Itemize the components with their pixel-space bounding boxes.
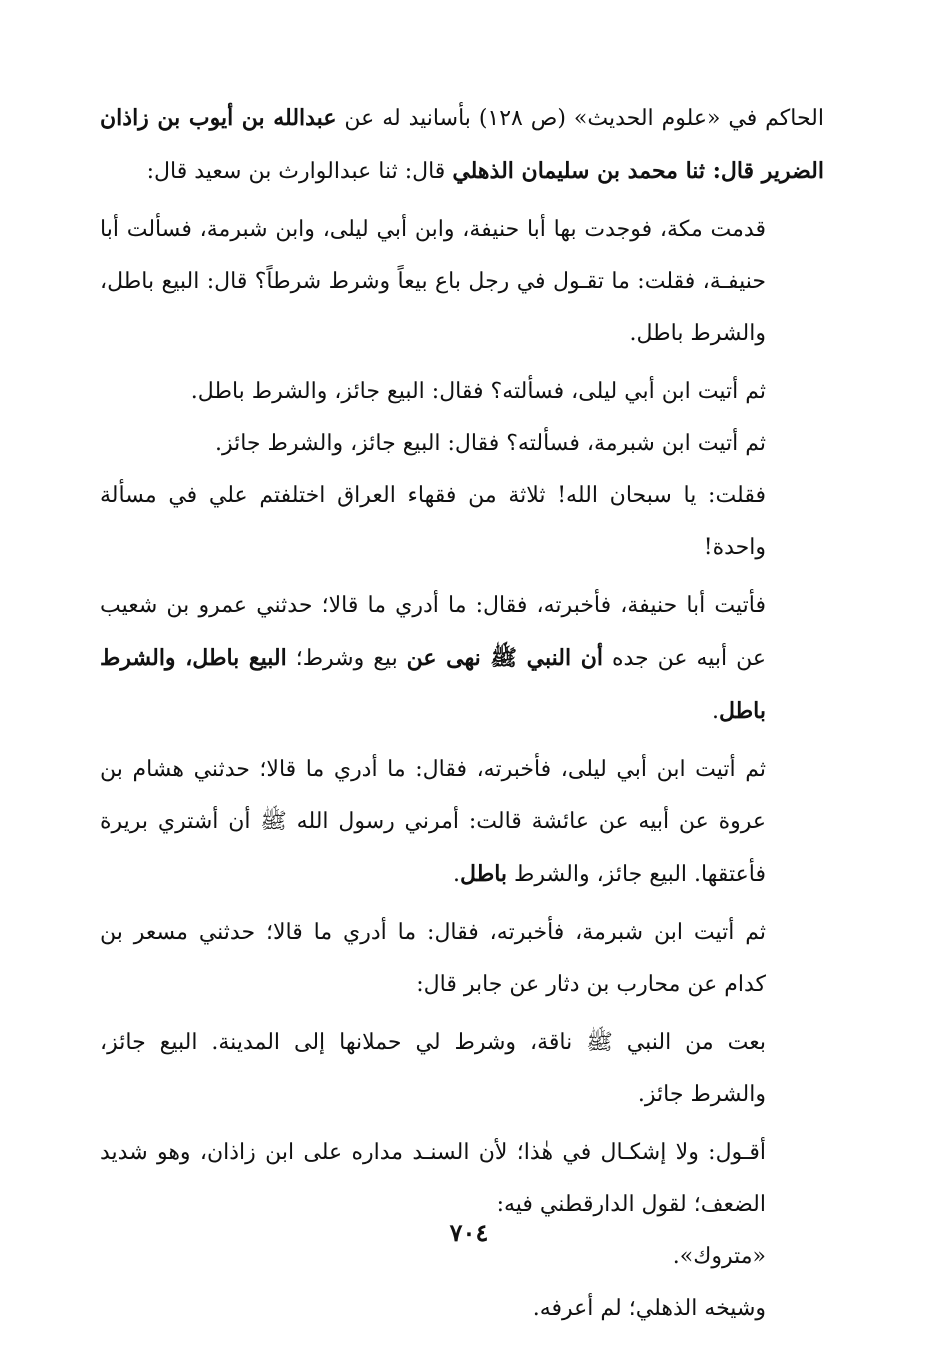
paragraph-ibn-abi-layla-hadith: ثم أتيت ابن أبي ليلى، فأخبرته، فقال: ما أدري ما قالا؛ حدثني هشام بن عروة عن أبيه عن عائشة قالت: أمرني رسول الله ﷺ أن أشتري بريرة فأعتقها. البيع جائز، والشرط باطل.	[100, 757, 766, 887]
source-chain-bold: عبدالله بن أيوب بن زاذان الضرير قال: ثنا محمد بن سليمان الذهلي	[100, 105, 824, 184]
paragraph-narration: قدمت مكة، فوجدت بها أبا حنيفة، وابن أبي ليلى، وابن شبرمة، فسألت أبا حنيفـة، فقلت: ما تقـول في رجل باع بيعاً وشرط شرطاً؟ قال: البيع باطل، والشرط باطل.	[100, 217, 766, 346]
paragraph-jabir-hadith: بعت من النبي ﷺ ناقة، وشرط لي حملانها إلى المدينة. البيع جائز، والشرط جائز.	[100, 1030, 766, 1107]
paragraph-exclamation: فقلت: يا سبحان الله! ثلاثة من فقهاء العراق اختلفتم علي في مسألة واحدة!	[100, 483, 766, 560]
body-text	[100, 92, 824, 1335]
source-text-end: قال: ثنا عبدالوارث بن سعيد قال:	[146, 159, 453, 184]
paragraph-matruk: «متروك».	[672, 1244, 766, 1269]
source-text: الحاكم في «علوم الحديث» (ص ١٢٨) بأسانيد له عن	[336, 106, 824, 131]
page-number: ٧٠٤	[449, 1218, 489, 1247]
paragraph-abu-hanifa-hadith: فأتيت أبا حنيفة، فأخبرته، فقال: ما أدري ما قالا؛ حدثني عمرو بن شعيب عن أبيه عن جده أن النبي ﷺ نهى عن بيع وشرط؛ البيع باطل، والشرط باطل.	[100, 593, 766, 724]
paragraph-author-comment: أقـول: ولا إشكـال في هٰذا؛ لأن السنـد مداره على ابن زاذان، وهو شديد الضعف؛ لقول الدارقطني فيه:	[100, 1140, 766, 1217]
paragraph-source	[100, 92, 824, 198]
paragraph-shaykh: وشيخه الذهلي؛ لم أعرفه.	[532, 1296, 766, 1321]
paragraph-ibn-shubruma: ثم أتيت ابن شبرمة، فسألته؟ فقال: البيع جائز، والشرط جائز.	[214, 431, 766, 456]
paragraph-ibn-abi-layla: ثم أتيت ابن أبي ليلى، فسألته؟ فقال: البيع جائز، والشرط باطل.	[190, 379, 766, 404]
paragraph-ibn-shubruma-hadith: ثم أتيت ابن شبرمة، فأخبرته، فقال: ما أدري ما قالا؛ حدثني مسعر بن كدام عن محارب بن دثار عن جابر قال:	[100, 920, 766, 997]
